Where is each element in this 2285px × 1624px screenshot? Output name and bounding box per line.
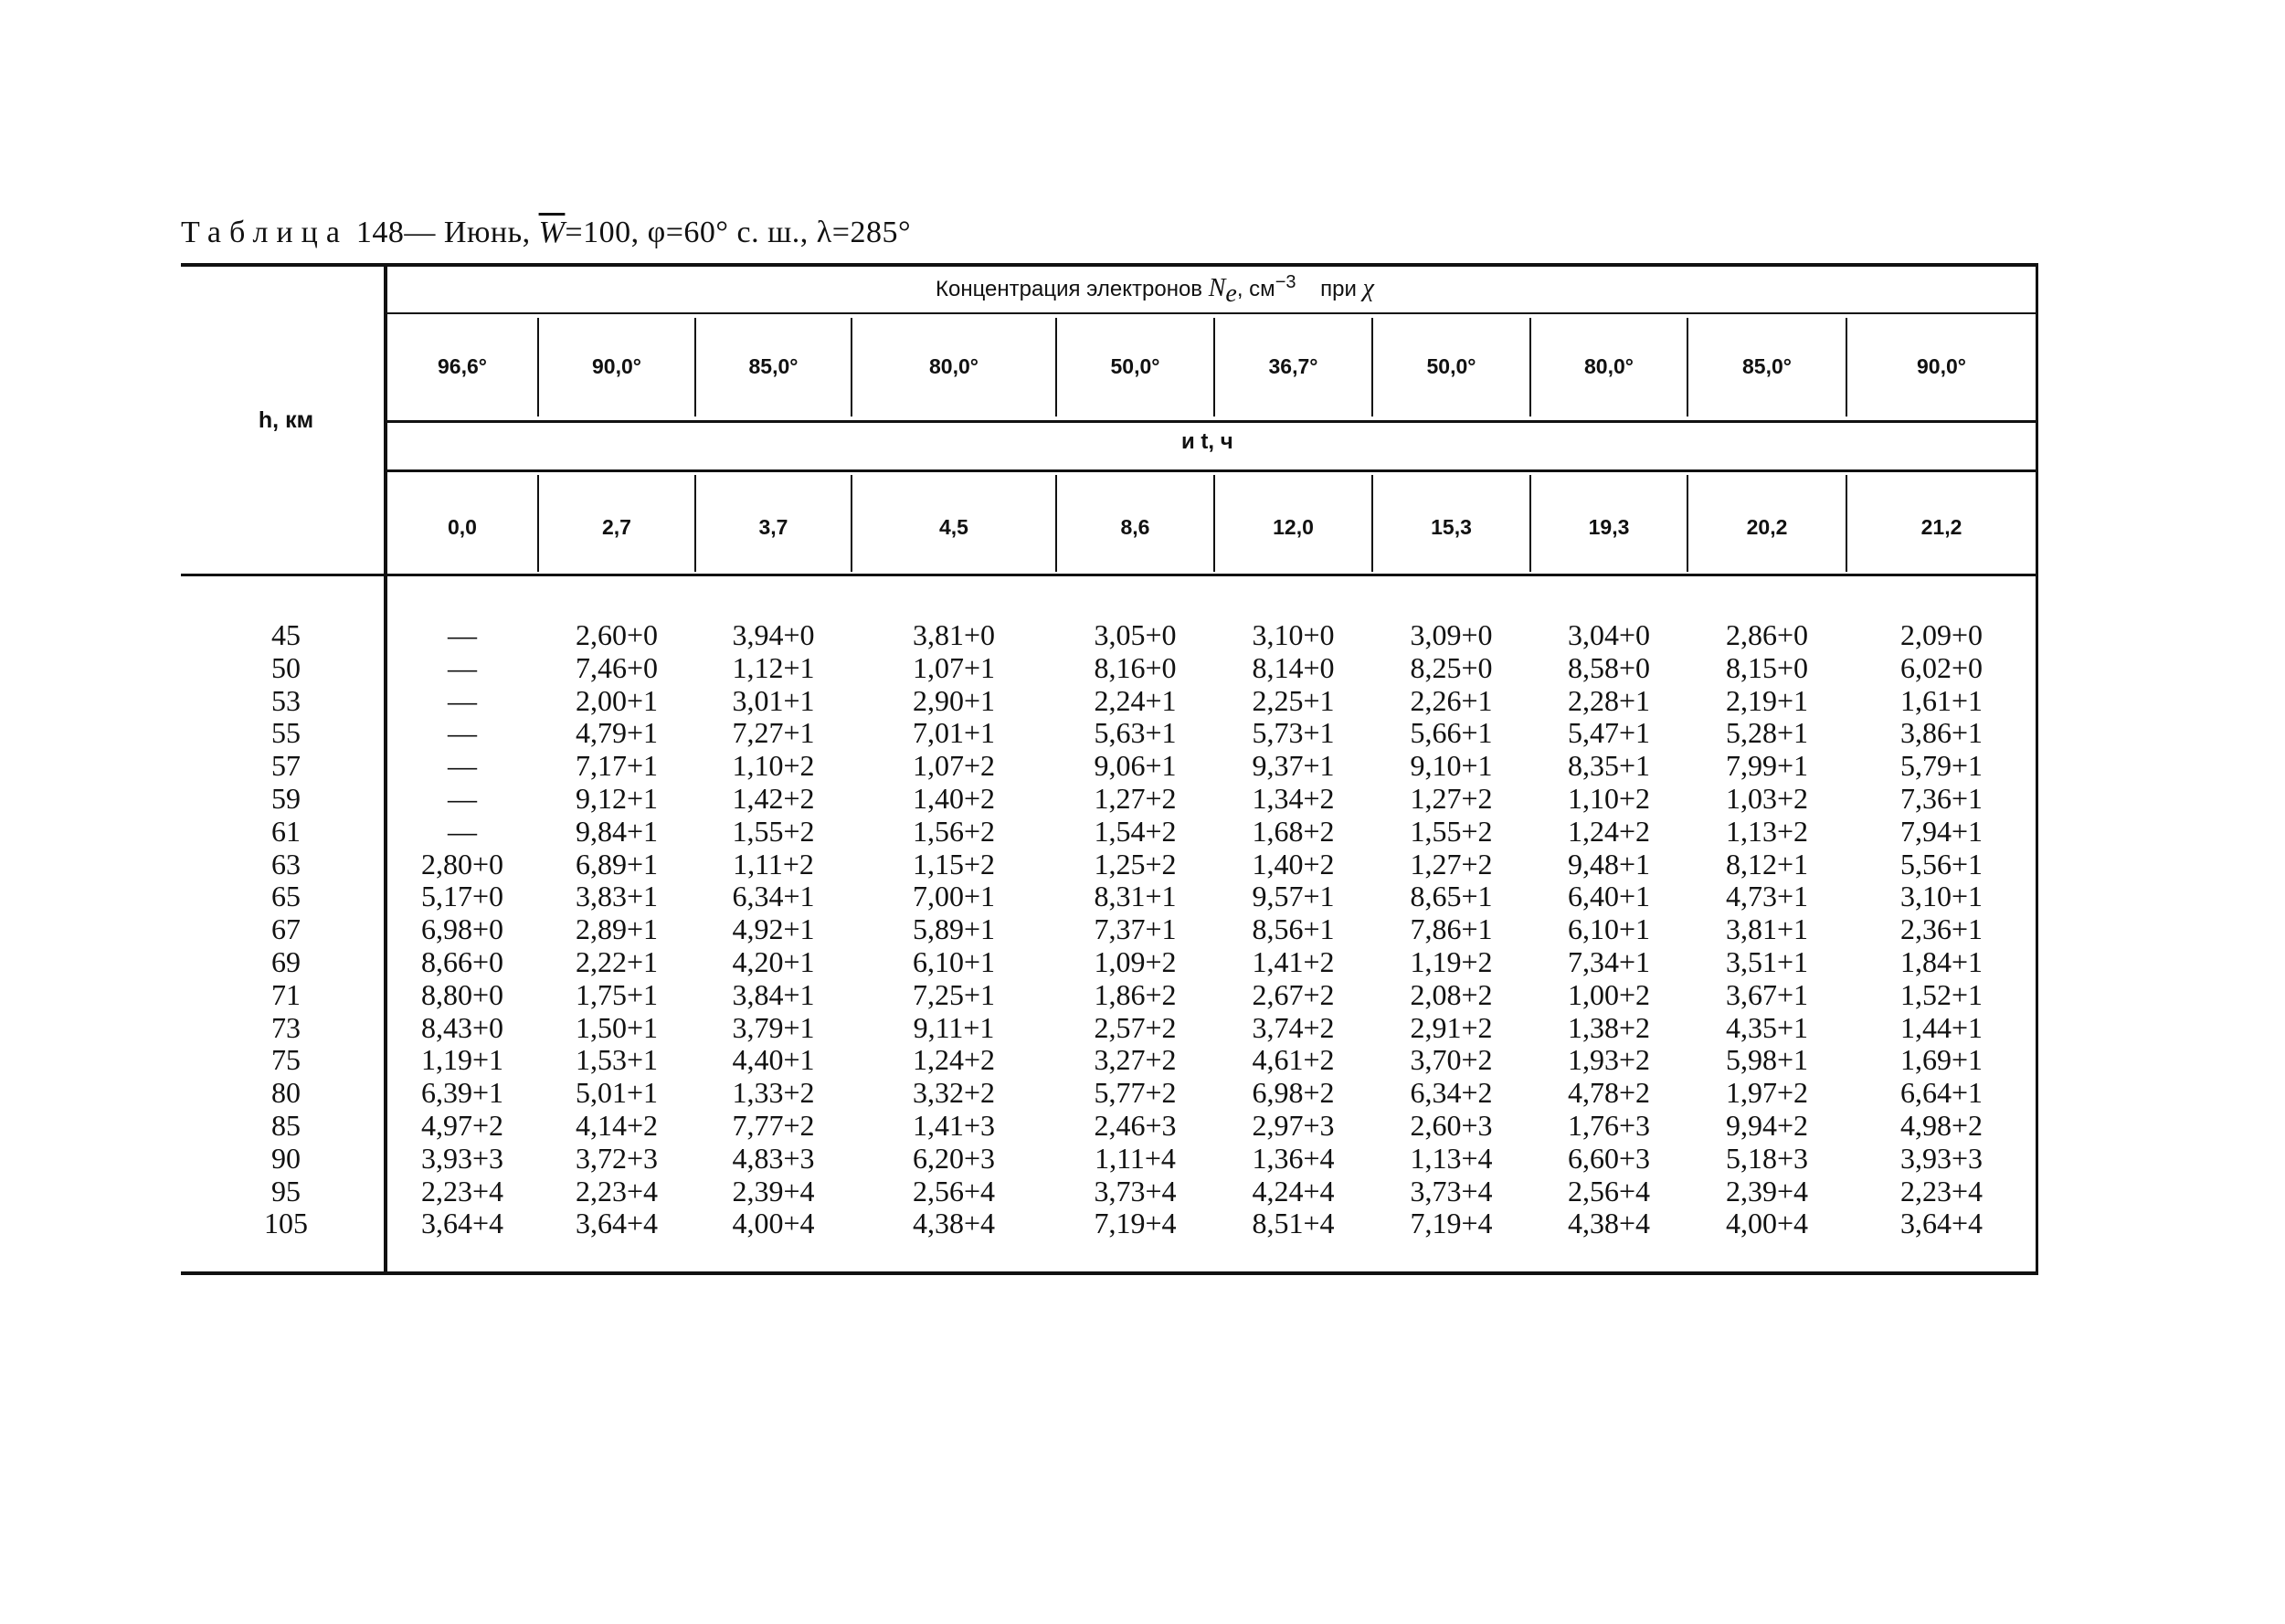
table-cell: 7,77+2	[732, 1108, 815, 1142]
data-column	[387, 619, 537, 1240]
table-cell: 2,19+1	[1725, 683, 1809, 717]
table-cell: 3,51+1	[1725, 944, 1809, 978]
table-cell: 3,64+4	[420, 1207, 504, 1240]
table-cell: 4,98+2	[1899, 1108, 1984, 1142]
table-cell: 1,42+2	[732, 781, 815, 815]
table-cell: 1,13+2	[1725, 814, 1809, 848]
t-value: 0,0	[448, 515, 477, 539]
chi-value: 36,7°	[1268, 354, 1318, 378]
table-cell: 6,89+1	[575, 847, 659, 881]
chi-value: 90,0°	[1917, 354, 1966, 378]
table-cell: 3,93+3	[1899, 1141, 1984, 1175]
table-cell: 2,28+1	[1567, 683, 1651, 717]
ne-header	[936, 272, 1374, 309]
table-cell: 1,61+1	[1899, 683, 1984, 717]
table-cell: 7,86+1	[1410, 912, 1493, 946]
table-cell: 9,11+1	[913, 1010, 995, 1044]
t-value: 4,5	[939, 515, 968, 539]
table-cell: 4,24+4	[1252, 1174, 1335, 1207]
t-value: 20,2	[1746, 515, 1788, 539]
table-cell: 2,80+0	[420, 847, 504, 881]
table-cell: 7,00+1	[912, 880, 996, 913]
table-cell: 1,10+2	[1567, 781, 1651, 815]
t-value: 15,3	[1431, 515, 1472, 539]
table-cell: 1,97+2	[1725, 1076, 1809, 1110]
table-cell: 5,77+2	[1094, 1076, 1177, 1110]
table-cell: 1,27+2	[1410, 781, 1493, 815]
table-cell: 3,81+0	[912, 618, 996, 651]
table-cell: 1,27+2	[1410, 847, 1493, 881]
table-cell: 1,50+1	[575, 1010, 659, 1044]
caption-month: Июнь,	[443, 216, 531, 249]
table-cell: 3,04+0	[1567, 618, 1651, 651]
table-cell: 9,48+1	[1567, 847, 1651, 881]
table-cell: 8,25+0	[1410, 650, 1493, 684]
table-cell: 1,52+1	[1899, 977, 1984, 1011]
height-cell: 67	[271, 912, 301, 946]
table-cell: 1,53+1	[575, 1043, 659, 1077]
height-header: h, км	[258, 407, 314, 433]
ne-symbol: N	[1208, 274, 1226, 302]
table-cell: 2,23+4	[420, 1174, 504, 1207]
table-cell: 4,38+4	[912, 1207, 996, 1240]
t-value: 21,2	[1920, 515, 1962, 539]
table-cell: 2,97+3	[1252, 1108, 1335, 1142]
table-cell: 2,39+4	[732, 1174, 815, 1207]
table-cell: 4,97+2	[420, 1108, 504, 1142]
table-cell: 1,76+3	[1567, 1108, 1651, 1142]
chi-value: 80,0°	[1584, 354, 1634, 378]
table-cell: 8,43+0	[420, 1010, 504, 1044]
table-cell: 3,83+1	[575, 880, 659, 913]
height-cell: 105	[264, 1207, 308, 1240]
ne-at: при	[1320, 277, 1357, 301]
table-cell: 1,15+2	[912, 847, 996, 881]
table-cell: 7,94+1	[1899, 814, 1984, 848]
table-cell: 1,38+2	[1567, 1010, 1651, 1044]
table-cell: 9,94+2	[1725, 1108, 1809, 1142]
table-cell: 2,90+1	[912, 683, 996, 717]
table-cell: 1,34+2	[1252, 781, 1335, 815]
height-cell: 65	[271, 880, 301, 913]
table-cell: 1,19+2	[1410, 944, 1493, 978]
ne-title-rule	[387, 312, 2036, 314]
table-cell: —	[448, 716, 477, 750]
table-cell: 1,40+2	[912, 781, 996, 815]
table-cell: 3,72+3	[575, 1141, 659, 1175]
table-cell: 3,27+2	[1094, 1043, 1177, 1077]
table-cell: 2,23+4	[575, 1174, 659, 1207]
table-cell: 1,25+2	[1094, 847, 1177, 881]
data-column	[1215, 619, 1371, 1240]
table-cell: 8,31+1	[1094, 880, 1177, 913]
table-cell: 1,68+2	[1252, 814, 1335, 848]
table-cell: 5,63+1	[1094, 716, 1177, 750]
chi-value: 85,0°	[748, 354, 799, 378]
table-cell: 2,23+4	[1899, 1174, 1984, 1207]
table-cell: 3,01+1	[732, 683, 815, 717]
table-cell: 6,10+1	[912, 944, 996, 978]
table-cell: —	[448, 683, 477, 717]
table-cell: 5,73+1	[1252, 716, 1335, 750]
data-column	[1373, 619, 1529, 1240]
table-cell: 5,56+1	[1899, 847, 1984, 881]
table-top-rule	[181, 263, 2038, 267]
table-cell: 9,37+1	[1252, 749, 1335, 783]
table-cell: 1,03+2	[1725, 781, 1809, 815]
caption-dash: —	[404, 216, 436, 249]
table-cell: 2,00+1	[575, 683, 659, 717]
table-cell: 3,10+0	[1252, 618, 1335, 651]
table-cell: 9,84+1	[575, 814, 659, 848]
table-cell: 9,57+1	[1252, 880, 1335, 913]
table-cell: 4,83+3	[732, 1141, 815, 1175]
height-cell: 73	[271, 1010, 301, 1044]
table-cell: —	[448, 749, 477, 783]
header-bottom-rule	[181, 574, 2038, 576]
t-value: 12,0	[1273, 515, 1314, 539]
table-cell: —	[448, 618, 477, 651]
table-cell: 6,02+0	[1899, 650, 1984, 684]
height-cell: 90	[271, 1141, 301, 1175]
caption-number: 148	[355, 216, 405, 249]
chi-value: 50,0°	[1426, 354, 1476, 378]
table-cell: 1,10+2	[732, 749, 815, 783]
table-cell: 4,00+4	[1725, 1207, 1809, 1240]
height-cell: 45	[271, 618, 301, 651]
data-table	[181, 263, 2038, 1277]
table-cell: 1,86+2	[1094, 977, 1177, 1011]
table-cell: 3,84+1	[732, 977, 815, 1011]
table-cell: 4,38+4	[1567, 1207, 1651, 1240]
table-cell: 8,80+0	[420, 977, 504, 1011]
chi-symbol: χ	[1362, 274, 1374, 302]
table-cell: 8,14+0	[1252, 650, 1335, 684]
table-cell: 4,14+2	[575, 1108, 659, 1142]
table-cell: 3,86+1	[1899, 716, 1984, 750]
table-cell: 1,33+2	[732, 1076, 815, 1110]
table-cell: —	[448, 781, 477, 815]
table-cell: 4,40+1	[732, 1043, 815, 1077]
table-cell: 5,28+1	[1725, 716, 1809, 750]
t-value: 2,7	[602, 515, 631, 539]
table-cell: 1,00+2	[1567, 977, 1651, 1011]
table-cell: 2,57+2	[1094, 1010, 1177, 1044]
height-cell: 53	[271, 683, 301, 717]
table-cell: 3,79+1	[732, 1010, 815, 1044]
table-cell: 3,74+2	[1252, 1010, 1335, 1044]
table-cell: 2,56+4	[912, 1174, 996, 1207]
height-cell: 85	[271, 1108, 301, 1142]
ne-subscript: e	[1225, 279, 1237, 308]
table-cell: 2,36+1	[1899, 912, 1984, 946]
table-cell: 1,75+1	[575, 977, 659, 1011]
table-cell: 1,41+2	[1252, 944, 1335, 978]
table-cell: 6,98+2	[1252, 1076, 1335, 1110]
data-column	[1688, 619, 1846, 1240]
table-cell: 4,20+1	[732, 944, 815, 978]
table-cell: 1,55+2	[1410, 814, 1493, 848]
table-cell: 3,67+1	[1725, 977, 1809, 1011]
table-cell: 2,08+2	[1410, 977, 1493, 1011]
table-cell: 7,19+4	[1410, 1207, 1493, 1240]
caption-w-value: =100,	[565, 216, 640, 249]
table-cell: 6,64+1	[1899, 1076, 1984, 1110]
table-cell: 3,64+4	[1899, 1207, 1984, 1240]
table-cell: 9,10+1	[1410, 749, 1493, 783]
height-cell: 59	[271, 781, 301, 815]
table-cell: 7,19+4	[1094, 1207, 1177, 1240]
height-cell: 63	[271, 847, 301, 881]
table-cell: 3,32+2	[912, 1076, 996, 1110]
table-cell: 1,44+1	[1899, 1010, 1984, 1044]
caption-phi: φ=60°	[647, 216, 729, 249]
table-cell: 6,40+1	[1567, 880, 1651, 913]
table-cell: 4,35+1	[1725, 1010, 1809, 1044]
table-cell: 1,13+4	[1410, 1141, 1493, 1175]
table-cell: 8,35+1	[1567, 749, 1651, 783]
table-cell: 4,79+1	[575, 716, 659, 750]
data-column	[852, 619, 1055, 1240]
table-cell: 2,91+2	[1410, 1010, 1493, 1044]
table-cell: 5,79+1	[1899, 749, 1984, 783]
height-cell: 75	[271, 1043, 301, 1077]
table-cell: 1,93+2	[1567, 1043, 1651, 1077]
table-cell: 3,70+2	[1410, 1043, 1493, 1077]
table-cell: 6,10+1	[1567, 912, 1651, 946]
table-cell: 7,36+1	[1899, 781, 1984, 815]
table-cell: 1,56+2	[912, 814, 996, 848]
table-cell: 3,64+4	[575, 1207, 659, 1240]
table-cell: 5,18+3	[1725, 1141, 1809, 1175]
table-cell: 1,11+4	[1095, 1141, 1176, 1175]
table-cell: 6,39+1	[420, 1076, 504, 1110]
height-cell: 69	[271, 944, 301, 978]
table-cell: 8,15+0	[1725, 650, 1809, 684]
table-cell: 2,46+3	[1094, 1108, 1177, 1142]
table-cell: 1,07+1	[912, 650, 996, 684]
table-cell: 7,27+1	[732, 716, 815, 750]
height-cell: 50	[271, 650, 301, 684]
table-cell: 3,94+0	[732, 618, 815, 651]
table-cell: 1,19+1	[420, 1043, 504, 1077]
table-cell: 2,24+1	[1094, 683, 1177, 717]
ne-title: Концентрация электронов	[936, 277, 1203, 301]
table-cell: 5,47+1	[1567, 716, 1651, 750]
table-cell: 9,06+1	[1094, 749, 1177, 783]
table-cell: 1,36+4	[1252, 1141, 1335, 1175]
table-cell: 3,81+1	[1725, 912, 1809, 946]
chi-row-rule	[387, 420, 2036, 423]
table-cell: 8,66+0	[420, 944, 504, 978]
data-column	[1057, 619, 1213, 1240]
data-column	[539, 619, 694, 1240]
data-column	[1847, 619, 2036, 1240]
height-column	[181, 619, 391, 1240]
table-cell: 6,60+3	[1567, 1141, 1651, 1175]
table-cell: 8,12+1	[1725, 847, 1809, 881]
table-cell: 1,27+2	[1094, 781, 1177, 815]
height-cell: 71	[271, 977, 301, 1011]
table-cell: 3,73+4	[1410, 1174, 1493, 1207]
table-cell: 8,65+1	[1410, 880, 1493, 913]
table-cell: 4,92+1	[732, 912, 815, 946]
table-cell: 2,25+1	[1252, 683, 1335, 717]
data-column	[696, 619, 851, 1240]
table-cell: 1,69+1	[1899, 1043, 1984, 1077]
table-cell: 6,20+3	[912, 1141, 996, 1175]
table-caption	[181, 216, 911, 250]
t-value: 19,3	[1588, 515, 1630, 539]
table-cell: 3,93+3	[420, 1141, 504, 1175]
table-cell: 7,37+1	[1094, 912, 1177, 946]
t-value: 3,7	[758, 515, 788, 539]
table-cell: 4,61+2	[1252, 1043, 1335, 1077]
table-cell: 5,98+1	[1725, 1043, 1809, 1077]
ne-unit: , см	[1236, 277, 1275, 301]
table-cell: 8,16+0	[1094, 650, 1177, 684]
table-cell: 7,01+1	[912, 716, 996, 750]
table-cell: 7,25+1	[912, 977, 996, 1011]
height-cell: 57	[271, 749, 301, 783]
chi-value: 80,0°	[929, 354, 979, 378]
table-cell: 5,66+1	[1410, 716, 1493, 750]
table-cell: 2,22+1	[575, 944, 659, 978]
table-cell: 2,86+0	[1725, 618, 1809, 651]
table-cell: 6,98+0	[420, 912, 504, 946]
height-cell: 95	[271, 1174, 301, 1207]
table-cell: 4,73+1	[1725, 880, 1809, 913]
caption-w-symbol: $\overline{W}$	[538, 216, 566, 249]
data-column	[1531, 619, 1687, 1240]
caption-lat-unit: с. ш.,	[736, 216, 809, 249]
table-cell: 5,01+1	[575, 1076, 659, 1110]
table-cell: 1,07+2	[912, 749, 996, 783]
table-cell: 1,41+3	[912, 1108, 996, 1142]
table-right-rule	[2036, 263, 2038, 1275]
table-cell: 2,60+0	[575, 618, 659, 651]
table-cell: 1,54+2	[1094, 814, 1177, 848]
height-cell: 61	[271, 814, 301, 848]
table-cell: 7,17+1	[575, 749, 659, 783]
table-cell: 2,09+0	[1899, 618, 1984, 651]
table-cell: 2,89+1	[575, 912, 659, 946]
table-cell: 7,34+1	[1567, 944, 1651, 978]
table-cell: 3,05+0	[1094, 618, 1177, 651]
table-cell: 1,24+2	[1567, 814, 1651, 848]
table-bottom-rule	[181, 1271, 2038, 1275]
table-cell: 1,09+2	[1094, 944, 1177, 978]
chi-value: 96,6°	[438, 354, 487, 378]
chi-value: 50,0°	[1110, 354, 1160, 378]
table-cell: 1,24+2	[912, 1043, 996, 1077]
t-title-rule	[387, 469, 2036, 472]
table-cell: 3,09+0	[1410, 618, 1493, 651]
height-cell: 80	[271, 1076, 301, 1110]
table-cell: 5,89+1	[912, 912, 996, 946]
table-cell: 3,73+4	[1094, 1174, 1177, 1207]
table-cell: 1,11+2	[733, 847, 814, 881]
table-cell: 5,17+0	[420, 880, 504, 913]
chi-value: 85,0°	[1742, 354, 1792, 378]
table-cell: 2,39+4	[1725, 1174, 1809, 1207]
caption-word: Таблица	[181, 216, 348, 249]
height-cell: 55	[271, 716, 301, 750]
table-cell: 1,84+1	[1899, 944, 1984, 978]
caption-lambda: λ=285°	[816, 216, 912, 249]
table-cell: 8,56+1	[1252, 912, 1335, 946]
table-cell: 4,00+4	[732, 1207, 815, 1240]
table-cell: 2,67+2	[1252, 977, 1335, 1011]
table-cell: —	[448, 814, 477, 848]
table-cell: 9,12+1	[575, 781, 659, 815]
table-cell: 3,10+1	[1899, 880, 1984, 913]
table-cell: 2,60+3	[1410, 1108, 1493, 1142]
table-cell: 1,12+1	[732, 650, 815, 684]
table-cell: 2,56+4	[1567, 1174, 1651, 1207]
chi-value: 90,0°	[592, 354, 641, 378]
table-cell: 1,55+2	[732, 814, 815, 848]
t-header: и t, ч	[1181, 429, 1233, 454]
table-cell: 1,40+2	[1252, 847, 1335, 881]
table-cell: 6,34+1	[732, 880, 815, 913]
table-cell: 7,99+1	[1725, 749, 1809, 783]
table-cell: 6,34+2	[1410, 1076, 1493, 1110]
table-cell: 8,58+0	[1567, 650, 1651, 684]
ne-exponent: −3	[1275, 272, 1296, 292]
table-cell: 2,26+1	[1410, 683, 1493, 717]
table-cell: 4,78+2	[1567, 1076, 1651, 1110]
table-cell: 8,51+4	[1252, 1207, 1335, 1240]
t-value: 8,6	[1120, 515, 1150, 539]
table-cell: —	[448, 650, 477, 684]
table-cell: 7,46+0	[575, 650, 659, 684]
